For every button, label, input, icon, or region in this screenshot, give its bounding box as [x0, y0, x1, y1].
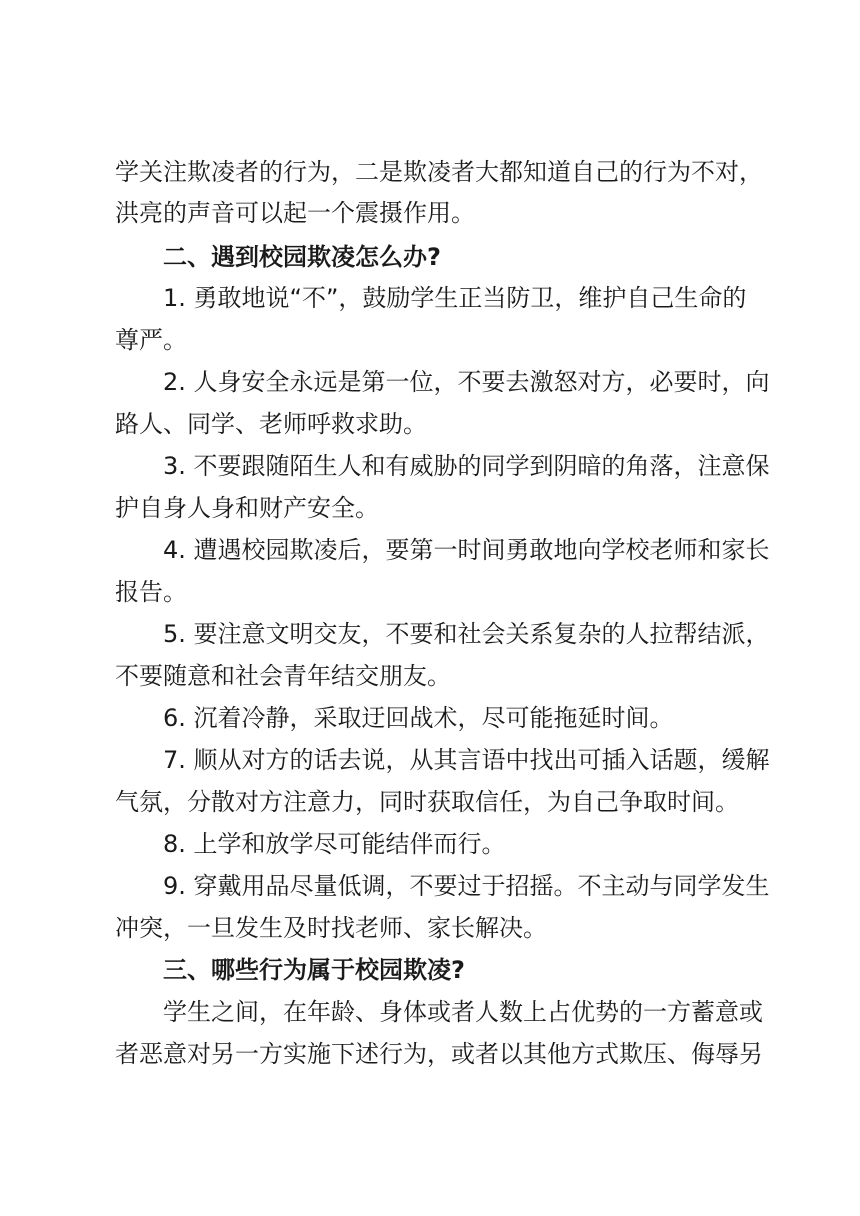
list-item-8-line: 8. 上学和放学尽可能结伴而行。 [163, 830, 506, 858]
paragraph-line: 学生之间，在年龄、身体或者人数上占优势的一方蓄意或 [163, 998, 763, 1026]
list-item-9-line: 9. 穿戴用品尽量低调，不要过于招摇。不主动与同学发生 [163, 872, 770, 900]
list-item-2-line: 路人、同学、老师呼救求助。 [115, 410, 427, 438]
section-heading-2: 二、遇到校园欺凌怎么办? [163, 243, 441, 271]
list-item-9-line: 冲突，一旦发生及时找老师、家长解决。 [115, 914, 547, 942]
list-item-6-line: 6. 沉着冷静，采取迂回战术，尽可能拖延时间。 [163, 704, 674, 732]
list-item-1-line: 尊严。 [115, 326, 187, 354]
paragraph-line: 者恶意对另一方实施下述行为，或者以其他方式欺压、侮辱另 [115, 1040, 763, 1068]
list-item-1-line: 1. 勇敢地说“不”，鼓励学生正当防卫，维护自己生命的 [163, 284, 747, 312]
list-item-7-line: 7. 顺从对方的话去说，从其言语中找出可插入话题，缓解 [163, 746, 770, 774]
list-item-2-line: 2. 人身安全永远是第一位，不要去激怒对方，必要时，向 [163, 368, 770, 396]
list-item-3-line: 3. 不要跟随陌生人和有威胁的同学到阴暗的角落，注意保 [163, 452, 770, 480]
paragraph-line: 学关注欺凌者的行为，二是欺凌者大都知道自己的行为不对， [115, 158, 763, 186]
list-item-4-line: 报告。 [115, 578, 187, 606]
section-heading-3: 三、哪些行为属于校园欺凌? [163, 956, 465, 984]
list-item-5-line: 不要随意和社会青年结交朋友。 [115, 662, 451, 690]
list-item-5-line: 5. 要注意文明交友，不要和社会关系复杂的人拉帮结派， [163, 620, 770, 648]
list-item-4-line: 4. 遭遇校园欺凌后，要第一时间勇敢地向学校老师和家长 [163, 536, 770, 564]
list-item-3-line: 护自身人身和财产安全。 [115, 494, 379, 522]
list-item-7-line: 气氛，分散对方注意力，同时获取信任，为自己争取时间。 [115, 788, 739, 816]
paragraph-line: 洪亮的声音可以起一个震摄作用。 [115, 199, 475, 227]
